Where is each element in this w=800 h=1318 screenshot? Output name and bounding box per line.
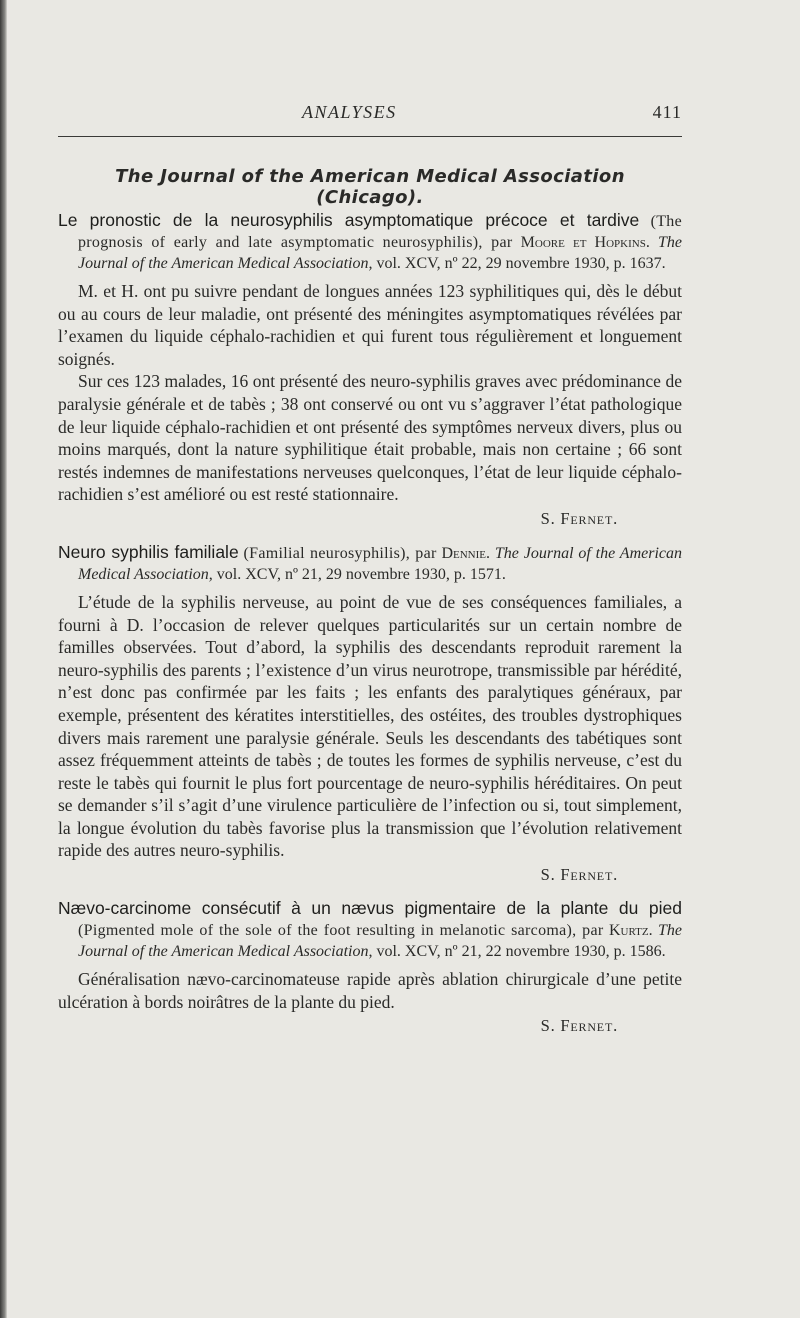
articles-list [58,210,682,1049]
article-details: vol. XCV, nº 21, 29 novembre 1930, p. 1571. [216,565,506,583]
journal-heading: The Journal of the American Medical Association (Chicago). [115,166,625,208]
article-signature: S. Fernet. [540,865,618,885]
article-original-title: (Pigmented mole of the sole of the foot resulting in melanotic sarcoma), par [78,922,604,940]
article-original-title: (Familial neurosyphilis), par [243,544,437,562]
article-naevo-carcinome [58,898,682,1037]
article-journal: The Journal of the American Medical Association, [78,544,682,583]
article-signature: S. Fernet. [540,508,618,528]
article-paragraph: M. et H. ont pu suivre pendant de longues années 123 syphilitiques qui, dès le début ou au cours de leur maladie, ont présenté des méningites asymptomatiques révélées par l’examen du liquide céphalo-rachidien et qui furent tous régulièrement et longuement soignés. [58,281,682,369]
article-neurosyphilis-familiale [58,542,682,886]
article-original-title: (The prognosis of early and late asymptomatic neurosyphilis), par [78,213,682,251]
article-paragraph: L’étude de la syphilis nerveuse, au point de vue de ses conséquences familiales, a fourni à D. l’occasion de relever quelques particularités sur un certain nombre de familles observées. Tout d’abord, la syphilis des descendants reproduit rarement la neuro-syphilis des parents ; l’existence d’un virus neurotrope, transmissible par hérédité, n’est donc pas confirmée par les faits ; les enfants des paralytiques généraux, par exemple, présentent des kératites interstitielles, des ostéites, des troubles dystrophiques divers mais rarement une paralysie générale. Seuls les descendants des tabétiques sont assez fréquemment atteints de tabès ; de toutes les formes de syphilis nerveuse, c’est du reste le tabès qui fournit le plus fort pourcentage de neuro-syphilis héréditaires. On peut se demander s’il s’agit d’une virulence particulière de l’infection ou si, tout simplement, la longue évolution du tabès favorise plus la transmission que l’évolution relativement rapide des autres neuro-syphilis. [58,591,682,861]
page-number: 411 [652,102,682,122]
article-headline: Le pronostic de la neurosyphilis asymptomatique précoce et tardive [58,210,640,230]
article-reference [58,898,682,962]
article-authors: Moore et Hopkins. [520,234,650,251]
article-details: vol. XCV, nº 21, 22 novembre 1930, p. 1586. [376,943,666,961]
article-neurosyphilis-pronostic [58,210,682,530]
article-journal: The Journal of the American Medical Association, [78,234,683,272]
running-header [58,100,682,128]
article-details: vol. XCV, nº 22, 29 novembre 1930, p. 1637. [376,255,666,272]
document-page [58,0,682,1318]
article-paragraph: Sur ces 123 malades, 16 ont présenté des neuro-syphilis graves avec prédominance de paralysie générale et de tabès ; 38 ont conservé ou ont vu s’aggraver l’état pathologique de leur liquide céphalo-rachidien et ont présenté des symptômes nerveux divers, plus ou moins marqués, dont la nature syphilitique était probable, mais non certaine ; 66 sont restés indemnes de manifestations nerveuses quelconques, l’état de leur liquide céphalo-rachidien s’est amélioré ou est resté stationnaire. [58,371,682,505]
header-rule [58,136,682,137]
article-journal: The Journal of the American Medical Association, [78,922,683,961]
running-title: ANALYSES [302,102,397,122]
article-headline: Neuro syphilis familiale [58,541,239,562]
article-authors: Dennie. [441,544,491,562]
article-paragraph: Généralisation nævo-carcinomateuse rapide après ablation chirurgicale d’une petite ulcération à bords noirâtres de la plante du pied. [58,969,682,1012]
article-headline: Nævo-carcinome consécutif à un nævus pigmentaire de la plante du pied [58,898,682,919]
article-signature: S. Fernet. [540,1016,618,1036]
page-binding-edge [0,0,7,1318]
article-authors: Kurtz. [608,922,653,940]
article-reference [58,542,682,585]
article-reference [58,210,682,274]
